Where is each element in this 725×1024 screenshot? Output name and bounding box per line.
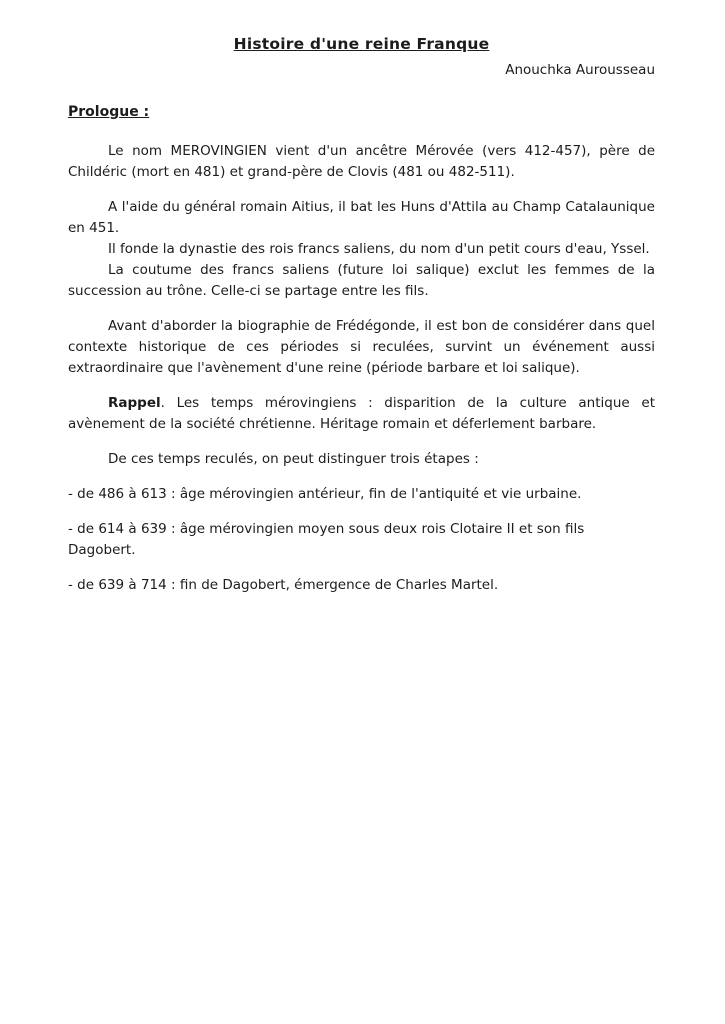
prologue-heading-text: Prologue : [68, 104, 150, 120]
title-row [68, 34, 655, 53]
paragraph-rappel [68, 393, 655, 435]
rappel-text: . Les temps mérovingiens : disparition de la culture antique et avènement de la société chrétienne. Héritage romain et déferlement barbare. [68, 395, 655, 432]
paragraph-coutume-salique: La coutume des francs saliens (future loi salique) exclut les femmes de la succession au trône. Celle-ci se partage entre les fils. [68, 262, 655, 299]
list-item-etape-639-714: - de 639 à 714 : fin de Dagobert, émergence de Charles Martel. [68, 577, 499, 593]
rappel-label: Rappel [108, 395, 161, 411]
paragraph-merovingien-origin: Le nom MEROVINGIEN vient d'un ancêtre Mérovée (vers 412-457), père de Childéric (mort en 481) et grand-père de Clovis (481 ou 482-511). [68, 143, 655, 180]
document-title: Histoire d'une reine Franque [233, 35, 490, 53]
author-name: Anouchka Aurousseau [505, 62, 655, 78]
paragraph-dynastie-saliens: Il fonde la dynastie des rois francs saliens, du nom d'un petit cours d'eau, Yssel. [108, 241, 650, 257]
paragraph-group-clovis [68, 197, 655, 302]
prologue-heading [68, 104, 655, 120]
paragraph-aitius-attila: A l'aide du général romain Aitius, il bat les Huns d'Attila au Champ Catalaunique en 451. [68, 199, 655, 236]
paragraph-etapes-intro: De ces temps reculés, on peut distinguer trois étapes : [108, 451, 479, 467]
paragraph-fredegonde-contexte: Avant d'aborder la biographie de Frédégonde, il est bon de considérer dans quel contexte historique de ces périodes si reculées, survint un événement aussi extraordinaire que l'avènement d'une reine (période barbare et loi salique). [68, 318, 655, 376]
list-item-etape-486-613: - de 486 à 613 : âge mérovingien antérieur, fin de l'antiquité et vie urbaine. [68, 486, 582, 502]
list-item-etape-614-639: - de 614 à 639 : âge mérovingien moyen sous deux rois Clotaire II et son fils Dagobert. [68, 521, 585, 558]
